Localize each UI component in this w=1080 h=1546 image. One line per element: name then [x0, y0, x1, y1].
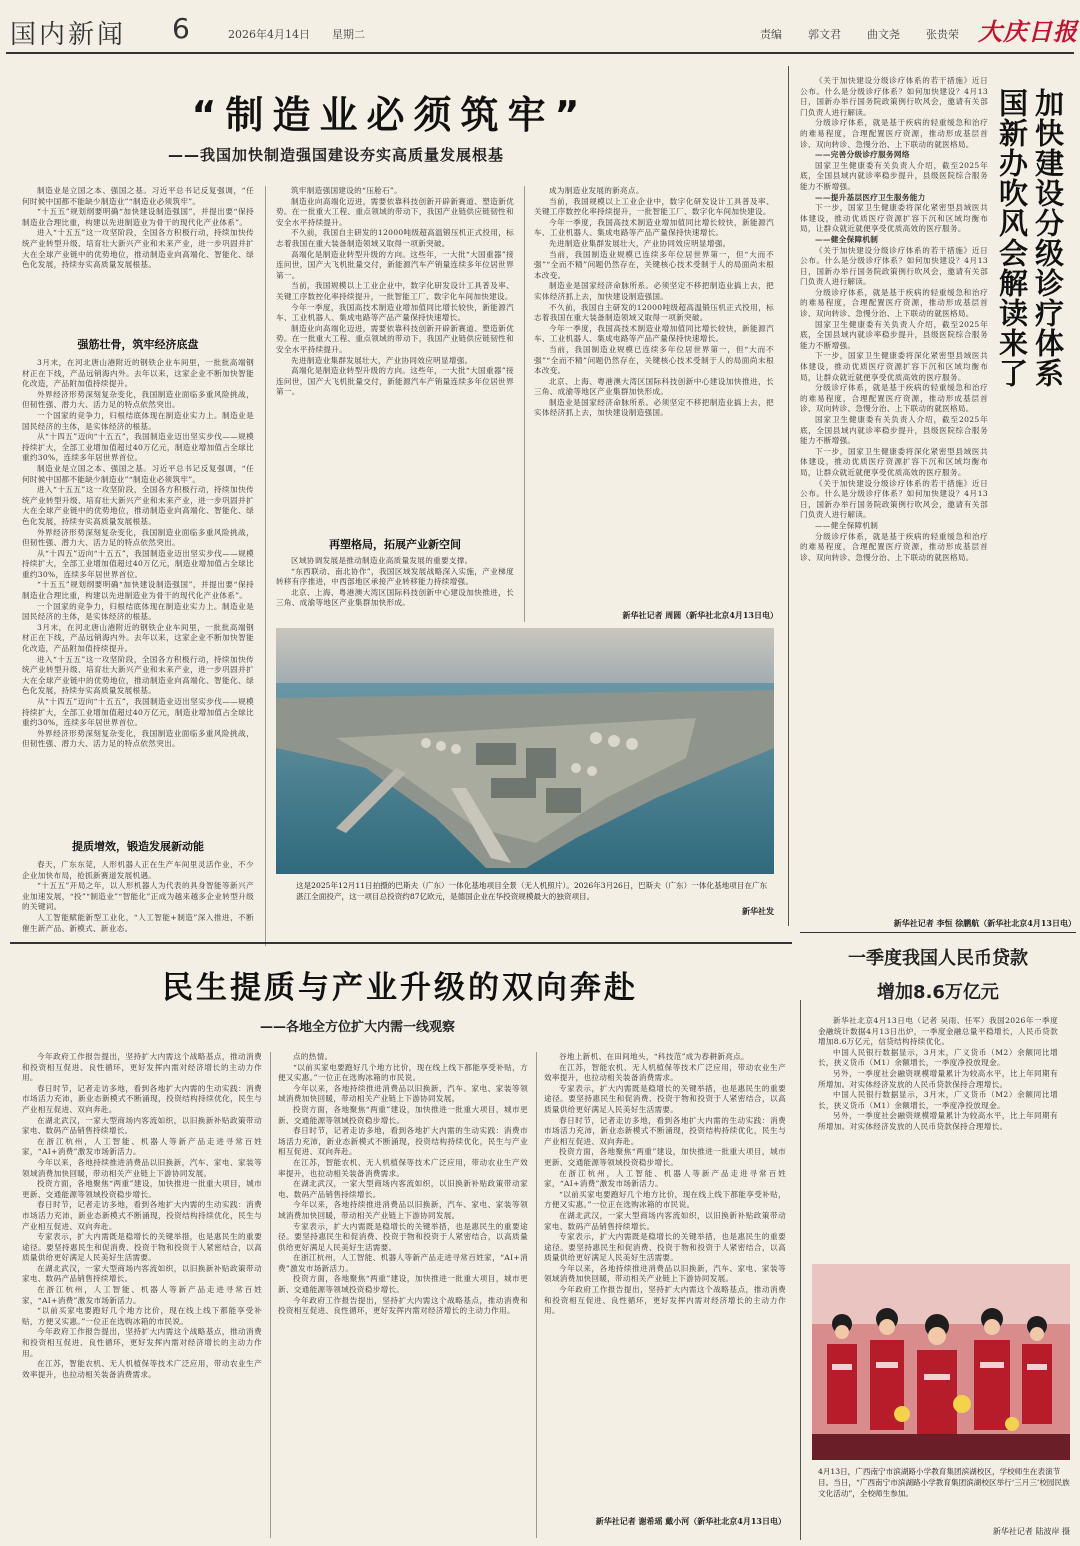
article1-column-1c: 春天，广东东莞，人形机器人正在生产车间里灵活作业，不少企业加快布局，抢抓新赛道发展机遇。 “十五五”开局之年，以人形机器人为代表的具身智能等新兴产业加速发展，“投”“制造业”“智能化”正成为越来越多企业转型升级的关键词。 人工智能赋能新型工业化，“人工智能+制造”深入推进，不断催生新产品、新模式、新业态。 [22, 860, 254, 933]
article1-column-1: 制造业是立国之本、强国之基。习近平总书记反复强调，“任何时候中国都不能缺少制造业”“制造业必须筑牢”。 “十五五”规划纲要明确“加快建设制造强国”，并提出要“保持制造业合理比重，构建以先进制造业为骨干的现代化产业体系”。 进入“十五五”这一攻坚阶段，全国各方积极行动，持续加快传统产业转型升级、培育壮大新兴产业和未来产业，进一步巩固并扩大在全球产业链中的优势地位，推动制造业向高端化、智能化、绿色化发展，持续夯实高质量发展根基。 [22, 186, 254, 270]
article1-column-2: 筑牢制造强国建设的“压舱石”。 制造业向高端化迈进，需要依靠科技创新开辟新赛道、塑造新优势。在一批重大工程、重点领域的带动下，我国产业链供应链韧性和安全水平持续提升。 不久前，我国自主研发的12000吨级超高温锻压机正式投用，标志着我国在重大装备制造领域又取得一项新突破。 高端化是制造业转型升级的方向。这些年，一大批“大国重器”接连问世，国产大飞机批量交付，新能源汽车产销量连续多年位居世界第一。 当前，我国规模以上工业企业中，数字化研发设计工具普及率、关键工序数控化率持续提升，一批智能工厂、数字化车间加快建设。 今年一季度，我国高技术制造业增加值同比增长较快，新能源汽车、工业机器人、集成电路等产品产量保持快速增长。 制造业向高端化迈进，需要依靠科技创新开辟新赛道、塑造新优势。在一批重大工程、重点领域的带动下，我国产业链供应链韧性和安全水平持续提升。 先进制造业集群发展壮大，产业协同效应明显增强。 高端化是制造业转型升级的方向。这些年，一大批“大国重器”接连问世，国产大飞机批量交付，新能源汽车产销量连续多年位居世界第一。 [276, 186, 514, 397]
article1-subhead-1: 强筋壮骨，筑牢经济底盘 [77, 338, 199, 351]
article1-subhead-3: 再塑格局，拓展产业新空间 [329, 538, 461, 551]
article3-column-1: 今年政府工作报告提出，坚持扩大内需这个战略基点，推动消费和投资相互促进、良性循环，更好发挥内需对经济增长的主动力作用。 春日时节，记者走访多地，看到各地扩大内需的生动实践：消费市场活力充沛，新业态新模式不断涌现，投资结构持续优化，民生与产业相互促进、双向奔赴。 在湖北武汉，一家大型商场内客流如织，以旧换新补贴政策带动家电、数码产品销售持续增长。 在浙江杭州，人工智能、机器人等新产品走进寻常百姓家，“AI+消费”激发市场新活力。 今年以来，各地持续推进消费品以旧换新，汽车、家电、家装等领域消费加快回暖，带动相关产业链上下游协同发展。 投资方面，各地聚焦“两重”建设，加快推进一批重大项目，城市更新、交通能源等领域投资稳步增长。 春日时节，记者走访多地，看到各地扩大内需的生动实践：消费市场活力充沛，新业态新模式不断涌现，投资结构持续优化，民生与产业相互促进、双向奔赴。 专家表示，扩大内需既是稳增长的关键举措，也是惠民生的重要途径。要坚持惠民生和促消费、投资于物和投资于人紧密结合，以高质量供给更好满足人民美好生活需要。 在湖北武汉，一家大型商场内客流如织，以旧换新补贴政策带动家电、数码产品销售持续增长。 在浙江杭州，人工智能、机器人等新产品走进寻常百姓家，“AI+消费”激发市场新活力。 “以前买家电要跑好几个地方比价，现在线上线下都能享受补贴，方便又实惠。”一位正在选购冰箱的市民说。 今年政府工作报告提出，坚持扩大内需这个战略基点，推动消费和投资相互促进、良性循环，更好发挥内需对经济增长的主动力作用。 在江苏，智能农机、无人机植保等技术广泛应用，带动农业生产效率提升，也拉动相关装备消费需求。 [22, 1052, 262, 1379]
article3-byline: 新华社记者 谢希瑶 戴小河（新华社北京4月13日电） [595, 1516, 786, 1526]
photo2-credit: 新华社记者 陆波岸 摄 [992, 1527, 1070, 1536]
editor-label: 责编 [760, 28, 782, 41]
editor-credits [760, 26, 959, 42]
section-title: 国内新闻 [10, 20, 127, 50]
article3-column-2: 点的热情。 “以前买家电要跑好几个地方比价，现在线上线下都能享受补贴，方便又实惠。”一位正在选购冰箱的市民说。 今年以来，各地持续推进消费品以旧换新，汽车、家电、家装等领域消费加快回暖，带动相关产业链上下游协同发展。 投资方面，各地聚焦“两重”建设，加快推进一批重大项目，城市更新、交通能源等领域投资稳步增长。 春日时节，记者走访多地，看到各地扩大内需的生动实践：消费市场活力充沛，新业态新模式不断涌现，投资结构持续优化，民生与产业相互促进、双向奔赴。 在江苏，智能农机、无人机植保等技术广泛应用，带动农业生产效率提升，也拉动相关装备消费需求。 在湖北武汉，一家大型商场内客流如织，以旧换新补贴政策带动家电、数码产品销售持续增长。 今年以来，各地持续推进消费品以旧换新，汽车、家电、家装等领域消费加快回暖，带动相关产业链上下游协同发展。 专家表示，扩大内需既是稳增长的关键举措，也是惠民生的重要途径。要坚持惠民生和促消费、投资于物和投资于人紧密结合，以高质量供给更好满足人民美好生活需要。 在浙江杭州，人工智能、机器人等新产品走进寻常百姓家，“AI+消费”激发市场新活力。 投资方面，各地聚焦“两重”建设，加快推进一批重大项目，城市更新、交通能源等领域投资稳步增长。 今年政府工作报告提出，坚持扩大内需这个战略基点，推动消费和投资相互促进、良性循环，更好发挥内需对经济增长的主动力作用。 [278, 1052, 528, 1316]
photo2-caption: 4月13日，广西南宁市滨湖路小学教育集团滨湖校区，学校师生在表演节目。当日，“广西南宁市滨湖路小学教育集团滨湖校区举行‘三月三’校园民族文化活动”，全校师生参加。 [818, 1467, 1070, 1498]
article1-title: “制造业必须筑牢” [191, 93, 589, 137]
industrial-port-photo [276, 628, 774, 874]
article2-body: 《关于加快建设分级诊疗体系的若干措施》近日公布。什么是分级诊疗体系？如何加快建设？4月13日，国新办举行国务院政策例行吹风会，邀请有关部门负责人进行解读。 分级诊疗体系，就是基于疾病的轻重缓急和治疗的难易程度，合理配置医疗资源，推动形成基层首诊、双向转诊、急慢分治、上下联动的就医格局。 ——完善分级诊疗服务网络 国家卫生健康委有关负责人介绍，截至2025年底，全国县域内就诊率稳步提升，县级医院综合服务能力不断增强。 ——提升基层医疗卫生服务能力 下一步，国家卫生健康委将深化紧密型县域医共体建设，推动优质医疗资源扩容下沉和区域均衡布局，让群众就近就便享受优质高效的医疗服务。 ——健全保障机制 《关于加快建设分级诊疗体系的若干措施》近日公布。什么是分级诊疗体系？如何加快建设？4月13日，国新办举行国务院政策例行吹风会，邀请有关部门负责人进行解读。 分级诊疗体系，就是基于疾病的轻重缓急和治疗的难易程度，合理配置医疗资源，推动形成基层首诊、双向转诊、急慢分治、上下联动的就医格局。 国家卫生健康委有关负责人介绍，截至2025年底，全国县域内就诊率稳步提升，县级医院综合服务能力不断增强。 下一步，国家卫生健康委将深化紧密型县域医共体建设，推动优质医疗资源扩容下沉和区域均衡布局，让群众就近就便享受优质高效的医疗服务。 分级诊疗体系，就是基于疾病的轻重缓急和治疗的难易程度，合理配置医疗资源，推动形成基层首诊、双向转诊、急慢分治、上下联动的就医格局。 国家卫生健康委有关负责人介绍，截至2025年底，全国县域内就诊率稳步提升，县级医院综合服务能力不断增强。 下一步，国家卫生健康委将深化紧密型县域医共体建设，推动优质医疗资源扩容下沉和区域均衡布局，让群众就近就便享受优质高效的医疗服务。 《关于加快建设分级诊疗体系的若干措施》近日公布。什么是分级诊疗体系？如何加快建设？4月13日，国新办举行国务院政策例行吹风会，邀请有关部门负责人进行解读。 ——健全保障机制 分级诊疗体系，就是基于疾病的轻重缓急和治疗的难易程度，合理配置医疗资源，推动形成基层首诊、双向转诊、急慢分治、上下联动的就医格局。 [800, 76, 988, 562]
editor-name: 郭文君 [808, 28, 841, 41]
photo1-caption: 这是2025年12月11日拍摄的巴斯夫（广东）一体化基地项目全景（无人机照片）。2026年3月26日，巴斯夫（广东）一体化基地项目在广东湛江全面投产，这一项目总投资约87亿欧元，是德国企业在华投资规模最大的独资项目。 [296, 881, 768, 901]
article2-vertical-title [994, 88, 1074, 488]
page-number: 6 [172, 12, 190, 45]
festival-photo [812, 1264, 1070, 1460]
article3-subtitle: ——各地全方位扩大内需一线观察 [260, 1020, 456, 1035]
festival-image [812, 1264, 1070, 1460]
article2-title: 加快建设分级诊疗体系 国新办吹风会解读来了 [995, 88, 1065, 388]
article1-subhead-2: 提质增效，锻造发展新动能 [72, 840, 204, 853]
article3-title: 民生提质与产业升级的双向奔赴 [162, 970, 638, 1006]
page-header [0, 0, 1080, 58]
article4-body: 新华社北京4月13日电（记者 吴雨、任军）我国2026年一季度金融统计数据4月13日出炉，一季度金融总量平稳增长，人民币贷款增加8.6万亿元，信贷结构持续优化。 中国人民银行数据显示，3月末，广义货币（M2）余额同比增长，狭义货币（M1）余额增长，一季度净投放现金。 另外，一季度社会融资规模增量累计为较高水平，比上年同期有所增加。对实体经济发放的人民币贷款保持合理增长。 中国人民银行数据显示，3月末，广义货币（M2）余额同比增长，狭义货币（M1）余额增长，一季度净投放现金。 另外，一季度社会融资规模增量累计为较高水平，比上年同期有所增加。对实体经济发放的人民币贷款保持合理增长。 [818, 1016, 1058, 1131]
article1-byline: 新华社记者 周圆（新华社北京4月13日电） [622, 610, 778, 620]
article1-column-2b: 区域协调发展是推动制造业高质量发展的重要支撑。 “东西联动、南北协作”，我国区域发展战略深入实施，产业梯度转移有序推进，中西部地区承接产业转移能力持续增强。 北京、上海、粤港澳大湾区国际科技创新中心建设加快推进，长三角、成渝等地区产业集群加快形成。 [276, 556, 514, 608]
article3-column-3: 谷地上新机、在田间地头，“科技范”成为春耕新亮点。 在江苏，智能农机、无人机植保等技术广泛应用，带动农业生产效率提升，也拉动相关装备消费需求。 专家表示，扩大内需既是稳增长的关键举措，也是惠民生的重要途径。要坚持惠民生和促消费、投资于物和投资于人紧密结合，以高质量供给更好满足人民美好生活需要。 春日时节，记者走访多地，看到各地扩大内需的生动实践：消费市场活力充沛，新业态新模式不断涌现，投资结构持续优化，民生与产业相互促进、双向奔赴。 投资方面，各地聚焦“两重”建设，加快推进一批重大项目，城市更新、交通能源等领域投资稳步增长。 在浙江杭州，人工智能、机器人等新产品走进寻常百姓家，“AI+消费”激发市场新活力。 “以前买家电要跑好几个地方比价，现在线上线下都能享受补贴，方便又实惠。”一位正在选购冰箱的市民说。 在湖北武汉，一家大型商场内客流如织，以旧换新补贴政策带动家电、数码产品销售持续增长。 专家表示，扩大内需既是稳增长的关键举措，也是惠民生的重要途径。要坚持惠民生和促消费、投资于物和投资于人紧密结合，以高质量供给更好满足人民美好生活需要。 今年以来，各地持续推进消费品以旧换新，汽车、家电、家装等领域消费加快回暖，带动相关产业链上下游协同发展。 今年政府工作报告提出，坚持扩大内需这个战略基点，推动消费和投资相互促进、良性循环，更好发挥内需对经济增长的主动力作用。 [544, 1052, 786, 1316]
article4-title-line2: 增加8.6万亿元 [877, 982, 999, 1003]
industrial-port-image [276, 628, 774, 874]
article1-column-1b: 3月末，在河北唐山港附近的钢铁企业车间里，一批批高端钢材正在下线，产品远销海内外。去年以来，这家企业不断加快智能化改造，产品附加值持续提升。 外界经济形势深刻复杂变化，我国制造业面临多重风险挑战，但韧性强、潜力大、活力足的特点依然突出。 一个国家的竞争力，归根结底体现在制造业实力上。制造业是国民经济的主体，是实体经济的根基。 从“十四五”迈向“十五五”，我国制造业迈出坚实步伐——规模持续扩大，全部工业增加值超过40万亿元，制造业增加值占全球比重约30%，连续多年居世界首位。 制造业是立国之本、强国之基。习近平总书记反复强调，“任何时候中国都不能缺少制造业”“制造业必须筑牢”。 进入“十五五”这一攻坚阶段，全国各方积极行动，持续加快传统产业转型升级、培育壮大新兴产业和未来产业，进一步巩固并扩大在全球产业链中的优势地位，推动制造业向高端化、智能化、绿色化发展，持续夯实高质量发展根基。 外界经济形势深刻复杂变化，我国制造业面临多重风险挑战，但韧性强、潜力大、活力足的特点依然突出。 从“十四五”迈向“十五五”，我国制造业迈出坚实步伐——规模持续扩大，全部工业增加值超过40万亿元，制造业增加值占全球比重约30%，连续多年居世界首位。 “十五五”规划纲要明确“加快建设制造强国”，并提出要“保持制造业合理比重，构建以先进制造业为骨干的现代化产业体系”。 一个国家的竞争力，归根结底体现在制造业实力上。制造业是国民经济的主体，是实体经济的根基。 3月末，在河北唐山港附近的钢铁企业车间里，一批批高端钢材正在下线，产品远销海内外。去年以来，这家企业不断加快智能化改造，产品附加值持续提升。 进入“十五五”这一攻坚阶段，全国各方积极行动，持续加快传统产业转型升级、培育壮大新兴产业和未来产业，进一步巩固并扩大在全球产业链中的优势地位，推动制造业向高端化、智能化、绿色化发展，持续夯实高质量发展根基。 从“十四五”迈向“十五五”，我国制造业迈出坚实步伐——规模持续扩大，全部工业增加值超过40万亿元，制造业增加值占全球比重约30%，连续多年居世界首位。 外界经济形势深刻复杂变化，我国制造业面临多重风险挑战，但韧性强、潜力大、活力足的特点依然突出。 [22, 358, 254, 749]
photo1-credit: 新华社发 [742, 906, 774, 916]
article2-byline: 新华社记者 李恒 徐鹏航（新华社北京4月13日电） [893, 918, 1076, 928]
article1-column-3: 成为制造业发展的新亮点。 当前，我国规模以上工业企业中，数字化研发设计工具普及率、关键工序数控化率持续提升，一批智能工厂、数字化车间加快建设。 今年一季度，我国高技术制造业增加值同比增长较快，新能源汽车、工业机器人、集成电路等产品产量保持快速增长。 先进制造业集群发展壮大，产业协同效应明显增强。 当前，我国制造业规模已连续多年位居世界第一，但“大而不强”“全而不精”问题仍然存在，关键核心技术受制于人的局面尚未根本改变。 制造业是国家经济命脉所系。必须坚定不移把制造业搞上去，把实体经济抓上去，加快建设制造强国。 不久前，我国自主研发的12000吨级超高温锻压机正式投用，标志着我国在重大装备制造领域又取得一项新突破。 今年一季度，我国高技术制造业增加值同比增长较快，新能源汽车、工业机器人、集成电路等产品产量保持快速增长。 当前，我国制造业规模已连续多年位居世界第一，但“大而不强”“全而不精”问题仍然存在，关键核心技术受制于人的局面尚未根本改变。 北京、上海、粤港澳大湾区国际科技创新中心建设加快推进，长三角、成渝等地区产业集群加快形成。 制造业是国家经济命脉所系。必须坚定不移把制造业搞上去，把实体经济抓上去，加快建设制造强国。 [534, 186, 774, 418]
issue-date: 2026年4月14日 [228, 28, 310, 41]
issue-weekday: 星期二 [332, 28, 365, 41]
header-rule [6, 52, 1074, 54]
newspaper-logo: 大庆日报 [978, 17, 1078, 46]
editor-name: 曲文尧 [867, 28, 900, 41]
article1-subtitle: ——我国加快制造强国建设夯实高质量发展根基 [168, 146, 505, 164]
article4-title-line1: 一季度我国人民币贷款 [848, 948, 1028, 969]
editor-name: 张贵荣 [926, 28, 959, 41]
